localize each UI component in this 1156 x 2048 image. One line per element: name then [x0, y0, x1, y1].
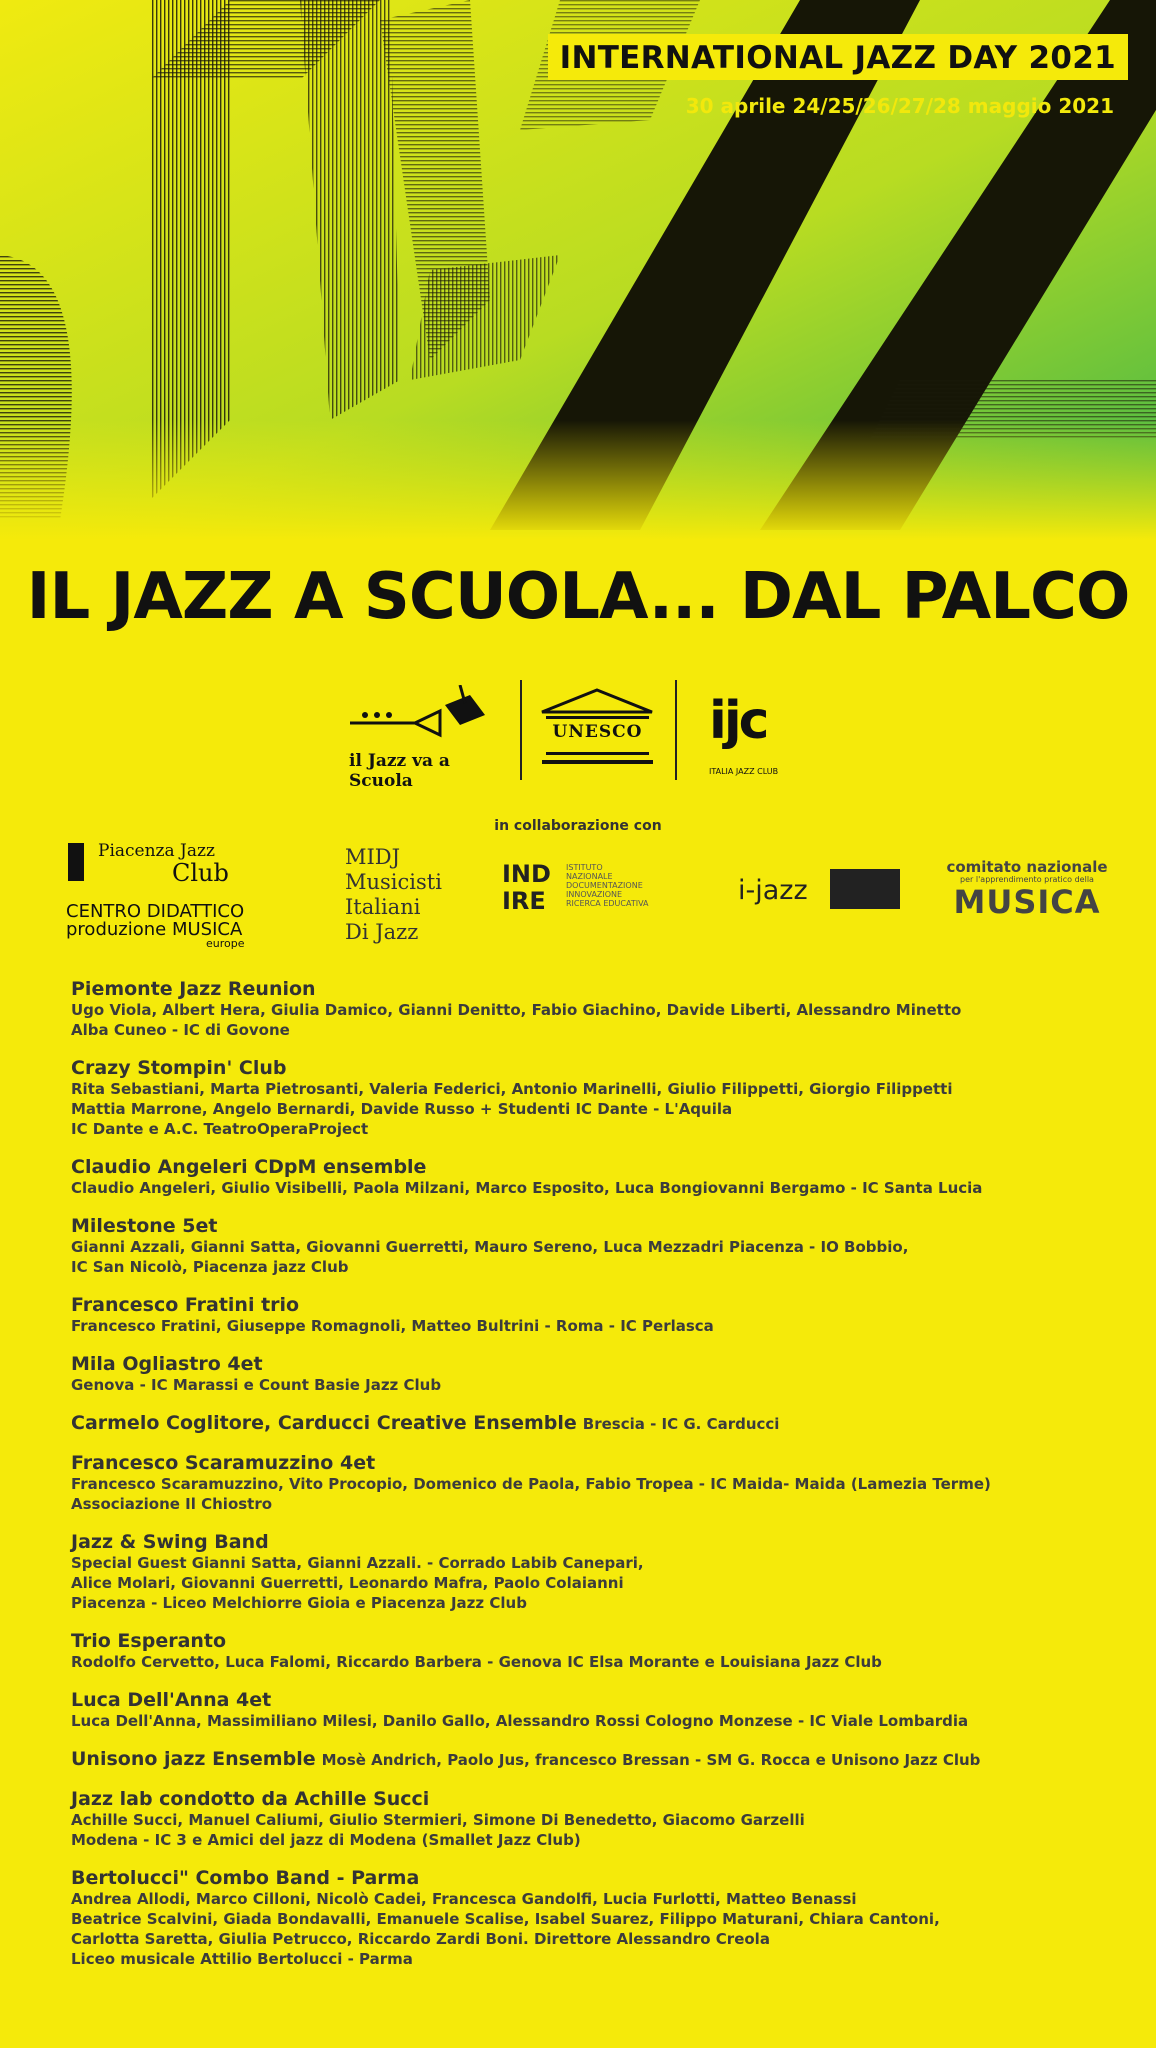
ensemble-detail-line: Achille Succi, Manuel Caliumi, Giulio Stermieri, Simone Di Benedetto, Giacomo Garzelli [71, 1811, 805, 1829]
unesco-label: UNESCO [552, 722, 643, 742]
ensemble-detail-line: Francesco Scaramuzzino, Vito Procopio, Domenico de Paola, Fabio Tropea - IC Maida- Maida (Lamezia Terme) [71, 1475, 991, 1493]
pjc-line: produzione MUSICA [66, 919, 243, 940]
midj-line: Italiani [345, 895, 421, 919]
comitato-line: MUSICA [953, 883, 1101, 921]
ensemble-name [71, 1294, 1131, 1316]
ensemble-detail-line: Rodolfo Cervetto, Luca Falomi, Riccardo Barbera - Genova IC Elsa Morante e Louisiana Jazz Club [71, 1653, 882, 1671]
ensemble-name [71, 1057, 1131, 1079]
pjc-line: Piacenza Jazz [98, 841, 215, 861]
ensemble-detail-line: Ugo Viola, Albert Hera, Giulia Damico, Gianni Denitto, Fabio Giachino, Davide Liberti, Alessandro Minetto [71, 1001, 962, 1019]
indire-mark-line: IRE [502, 887, 546, 915]
indire-caption-line: INNOVAZIONE [566, 890, 623, 899]
ijc-mark: ijc [709, 691, 767, 751]
ensemble-name-text: Francesco Scaramuzzino 4et [71, 1452, 376, 1474]
ensemble-entry [71, 1412, 1131, 1435]
pjc-line: europe [206, 937, 245, 950]
indire-logo [502, 861, 672, 921]
indire-mark-line: IND [502, 860, 551, 888]
i-jazz-label: i-jazz [738, 875, 808, 906]
indire-mark [502, 861, 551, 915]
unesco-logo [540, 688, 655, 772]
ensemble-detail-line: Andrea Allodi, Marco Cilloni, Nicolò Cadei, Francesca Gandolfi, Lucia Furlotti, Matteo Benassi [71, 1890, 857, 1908]
italia-jazz-club-logo [705, 685, 800, 780]
ensemble-name [71, 1689, 1131, 1711]
ensemble-name [71, 1215, 1131, 1237]
midj-line: MIDJ [345, 845, 401, 869]
ensemble-entry [71, 1788, 1131, 1850]
ensemble-name-text: Jazz & Swing Band [71, 1531, 269, 1553]
ensemble-detail-line: Carlotta Saretta, Giulia Petrucco, Riccardo Zardi Boni. Direttore Alessandro Creola [71, 1930, 770, 1948]
ensemble-detail-line: Gianni Azzali, Gianni Satta, Giovanni Guerretti, Mauro Sereno, Luca Mezzadri Piacenza - IO Bobbio, [71, 1238, 909, 1256]
ensemble-inline-detail: Mosè Andrich, Paolo Jus, francesco Bressan - SM G. Rocca e Unisono Jazz Club [321, 1751, 981, 1769]
page-title: IL JAZZ A SCUOLA... DAL PALCO [26, 560, 1130, 634]
piano-icon [830, 869, 900, 909]
ensemble-detail-line: Modena - IC 3 e Amici del jazz di Modena (Smallet Jazz Club) [71, 1831, 581, 1849]
ensemble-name-text: Milestone 5et [71, 1215, 218, 1237]
ensemble-detail-line: Alba Cuneo - IC di Govone [71, 1021, 290, 1039]
ensemble-entry [71, 1748, 1131, 1771]
partner-logos [0, 835, 1156, 955]
ensemble-detail-line: IC San Nicolò, Piacenza jazz Club [71, 1258, 349, 1276]
ensemble-entry [71, 1215, 1131, 1277]
ensemble-detail-line: Liceo musicale Attilio Bertolucci - Parma [71, 1950, 413, 1968]
ensemble-entry [71, 1057, 1131, 1139]
ensemble-detail-line: Mattia Marrone, Angelo Bernardi, Davide Russo + Studenti IC Dante - L'Aquila [71, 1100, 733, 1118]
event-dates: 30 aprile 24/25/26/27/28 maggio 2021 [685, 94, 1114, 118]
lineup-list [71, 978, 1131, 1986]
indire-caption-line: NAZIONALE [566, 872, 613, 881]
ensemble-name-text: Bertolucci" Combo Band - Parma [71, 1867, 420, 1889]
ensemble-name [71, 1867, 1131, 1889]
comitato-line: comitato nazionale [946, 858, 1108, 876]
indire-caption-line: ISTITUTO [566, 863, 603, 872]
ensemble-name-text: Trio Esperanto [71, 1630, 227, 1652]
pjc-line: Club [172, 859, 229, 887]
ensemble-entry [71, 1867, 1131, 1969]
ensemble-detail-line: Associazione Il Chiostro [71, 1495, 273, 1513]
i-jazz-logo [738, 869, 903, 919]
ensemble-name-text: Piemonte Jazz Reunion [71, 978, 316, 1000]
ensemble-entry [71, 978, 1131, 1040]
ensemble-entry [71, 1452, 1131, 1514]
ensemble-name-text: Jazz lab condotto da Achille Succi [71, 1788, 430, 1810]
indire-caption-line: DOCUMENTAZIONE [566, 881, 643, 890]
jazz-graphic [0, 0, 1156, 540]
ensemble-name [71, 1353, 1131, 1375]
ensemble-name [71, 1531, 1131, 1553]
ensemble-detail-line: Piacenza - Liceo Melchiorre Gioia e Piacenza Jazz Club [71, 1594, 527, 1612]
ensemble-detail-line: Rita Sebastiani, Marta Pietrosanti, Valeria Federici, Antonio Marinelli, Giulio Filippetti, Giorgio Filippetti [71, 1080, 953, 1098]
jazz-va-a-scuola-label: il Jazz va a Scuola [349, 751, 450, 791]
ensemble-name [71, 1412, 1131, 1435]
ensemble-name [71, 978, 1131, 1000]
ensemble-detail-line: Beatrice Scalvini, Giada Bondavalli, Emanuele Scalise, Isabel Suarez, Filippo Maturani, Chiara Cantoni, [71, 1910, 940, 1928]
ijc-caption: ITALIA JAZZ CLUB [709, 767, 779, 776]
ensemble-name [71, 1788, 1131, 1810]
pjc-mark [68, 843, 84, 881]
ensemble-entry [71, 1294, 1131, 1336]
organizer-logos [0, 680, 1156, 790]
ensemble-entry [71, 1156, 1131, 1198]
ensemble-name [71, 1748, 1131, 1771]
trumpet-icon [345, 685, 495, 747]
indire-caption [566, 863, 649, 908]
ensemble-name-text: Crazy Stompin' Club [71, 1057, 287, 1079]
ensemble-name-text: Unisono jazz Ensemble [71, 1748, 316, 1770]
logo-divider [520, 680, 522, 780]
indire-caption-line: RICERCA EDUCATIVA [566, 899, 649, 908]
ensemble-detail-line: Genova - IC Marassi e Count Basie Jazz Club [71, 1376, 442, 1394]
ensemble-detail-line: Alice Molari, Giovanni Guerretti, Leonardo Mafra, Paolo Colaianni [71, 1574, 624, 1592]
comitato-line: per l'apprendimento pratico della [960, 875, 1094, 884]
comitato-musica-logo [942, 859, 1112, 919]
collaboration-label: in collaborazione con [494, 818, 662, 834]
ensemble-detail-line: Special Guest Gianni Satta, Gianni Azzali. - Corrado Labib Canepari, [71, 1554, 644, 1572]
ensemble-name-text: Carmelo Coglitore, Carducci Creative Ensemble [71, 1412, 577, 1434]
piacenza-jazz-club-logo [66, 839, 266, 949]
ensemble-detail-line: Francesco Fratini, Giuseppe Romagnoli, Matteo Bultrini - Roma - IC Perlasca [71, 1317, 714, 1335]
ensemble-detail-line: Luca Dell'Anna, Massimiliano Milesi, Danilo Gallo, Alessandro Rossi Cologno Monzese - IC Viale Lombardia [71, 1712, 969, 1730]
midj-line: Di Jazz [345, 920, 419, 944]
ensemble-name [71, 1156, 1131, 1178]
ensemble-name-text: Luca Dell'Anna 4et [71, 1689, 272, 1711]
hero-artwork [0, 0, 1156, 540]
ensemble-name [71, 1630, 1131, 1652]
ensemble-inline-detail: Brescia - IC G. Carducci [582, 1415, 780, 1433]
ensemble-entry [71, 1531, 1131, 1613]
event-banner: INTERNATIONAL JAZZ DAY 2021 [548, 34, 1128, 80]
jazz-va-a-scuola-logo [345, 685, 495, 791]
midj-line: Musicisti [345, 870, 442, 894]
ensemble-entry [71, 1689, 1131, 1731]
midj-logo [345, 845, 442, 945]
ensemble-name [71, 1452, 1131, 1474]
ensemble-entry [71, 1353, 1131, 1395]
ensemble-entry [71, 1630, 1131, 1672]
logo-divider [675, 680, 677, 780]
ensemble-name-text: Mila Ogliastro 4et [71, 1353, 263, 1375]
ensemble-detail-line: IC Dante e A.C. TeatroOperaProject [71, 1120, 369, 1138]
ensemble-name-text: Claudio Angeleri CDpM ensemble [71, 1156, 427, 1178]
pjc-line: CENTRO DIDATTICO [66, 901, 245, 922]
ensemble-name-text: Francesco Fratini trio [71, 1294, 300, 1316]
ensemble-detail-line: Claudio Angeleri, Giulio Visibelli, Paola Milzani, Marco Esposito, Luca Bongiovanni Bergamo - IC Santa Lucia [71, 1179, 983, 1197]
